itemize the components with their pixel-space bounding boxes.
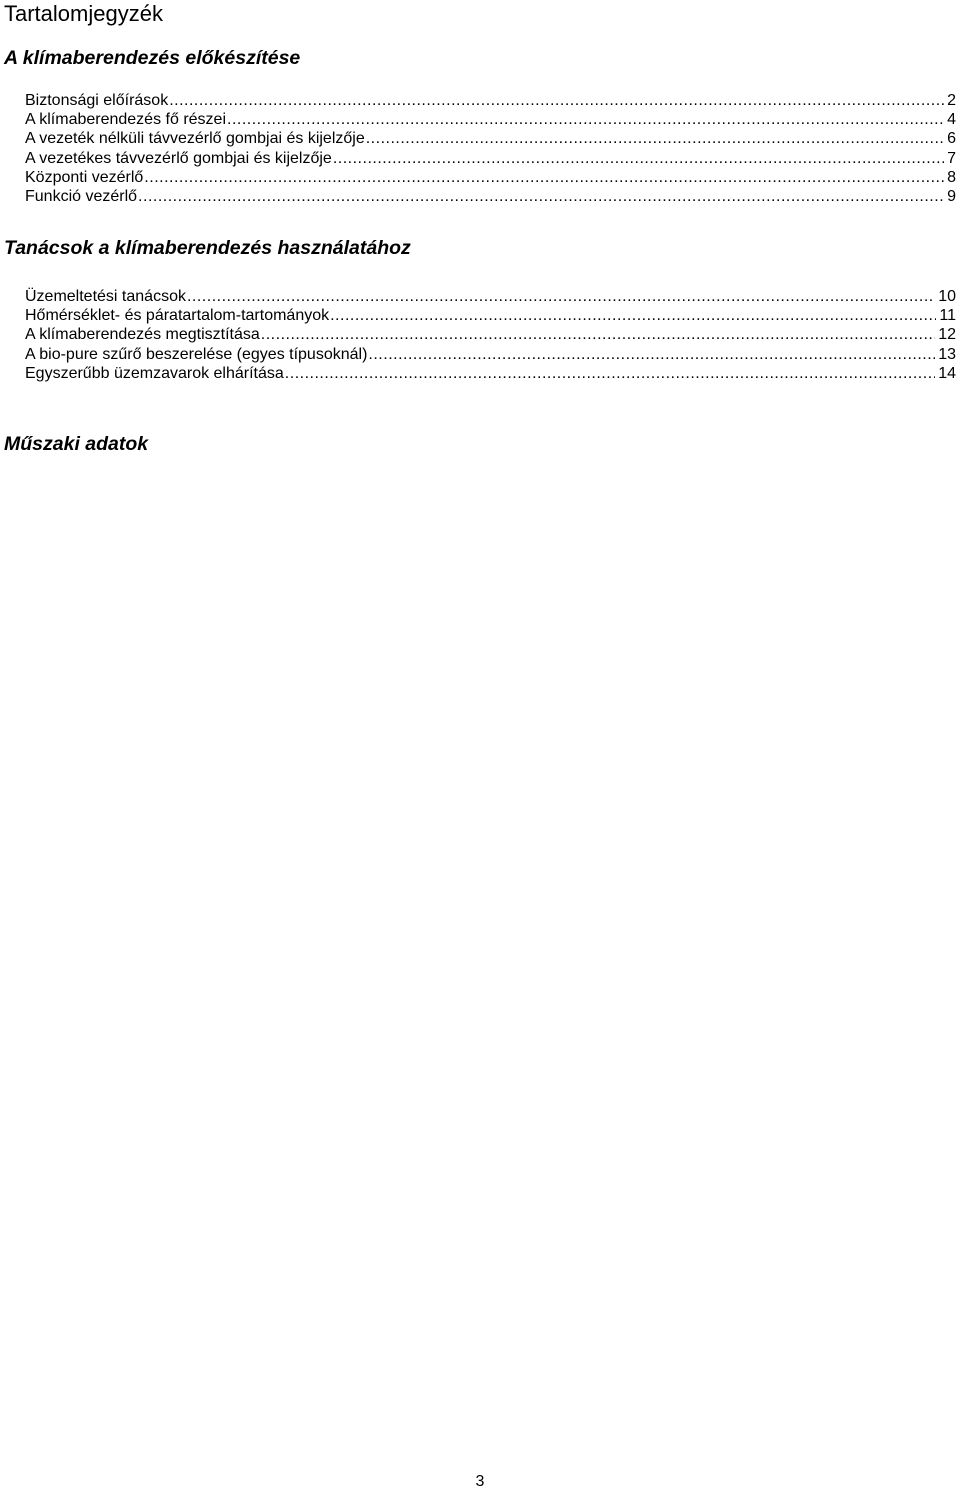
toc-entry-title: A klímaberendezés megtisztítása xyxy=(25,326,260,344)
dot-leader xyxy=(330,306,936,325)
toc-entry-title: A bio-pure szűrő beszerelése (egyes típusoknál) xyxy=(25,345,368,363)
dot-leader xyxy=(144,168,944,187)
dot-leader xyxy=(285,364,935,383)
dot-leader xyxy=(187,287,935,306)
toc-entry-title: A vezetékes távvezérlő gombjai és kijelzője xyxy=(25,149,332,167)
toc-entry-page: 7 xyxy=(947,149,956,167)
toc-entry-page: 8 xyxy=(947,168,956,186)
toc-entry-title: Üzemeltetési tanácsok xyxy=(25,288,186,305)
section-heading-preparation: A klímaberendezés előkészítése xyxy=(4,47,301,69)
dot-leader xyxy=(261,325,935,344)
toc-entry[interactable] xyxy=(25,149,956,168)
dot-leader xyxy=(227,110,944,129)
toc-entry[interactable] xyxy=(25,129,956,148)
toc-entry[interactable] xyxy=(25,168,956,187)
toc-title: Tartalomjegyzék xyxy=(4,1,163,26)
toc-entry-title: Egyszerűbb üzemzavarok elhárítása xyxy=(25,364,284,382)
toc-entry-page: 9 xyxy=(947,187,956,205)
toc-entry-page: 14 xyxy=(938,364,956,382)
dot-leader xyxy=(138,187,944,206)
toc-entry-page: 10 xyxy=(938,288,956,305)
dot-leader xyxy=(368,345,935,364)
toc-entry[interactable] xyxy=(25,345,956,364)
toc-entry-title: Központi vezérlő xyxy=(25,168,144,186)
toc-entry-page: 13 xyxy=(938,345,956,363)
toc-entry-title: Hőmérséklet- és páratartalom-tartományok xyxy=(25,307,330,325)
page-number: 3 xyxy=(475,1473,485,1490)
dot-leader xyxy=(333,149,944,168)
dot-leader xyxy=(169,91,944,110)
dot-leader xyxy=(366,129,944,148)
toc-list-usage-tips xyxy=(25,287,956,383)
toc-list-preparation xyxy=(25,91,956,206)
toc-entry[interactable] xyxy=(25,110,956,129)
toc-entry-title: A vezeték nélküli távvezérlő gombjai és kijelzője xyxy=(25,130,365,148)
toc-entry[interactable] xyxy=(25,287,956,306)
toc-entry-page: 11 xyxy=(939,307,956,325)
toc-entry-page: 4 xyxy=(947,111,956,129)
toc-entry-title: A klímaberendezés fő részei xyxy=(25,111,226,129)
toc-entry-title: Biztonsági előírások xyxy=(25,92,169,109)
toc-entry-title: Funkció vezérlő xyxy=(25,187,138,205)
toc-entry[interactable] xyxy=(25,306,956,325)
toc-entry[interactable] xyxy=(25,364,956,383)
toc-entry[interactable] xyxy=(25,325,956,344)
section-heading-technical-data: Műszaki adatok xyxy=(4,433,149,455)
toc-entry[interactable] xyxy=(25,91,956,110)
toc-entry-page: 12 xyxy=(938,326,956,344)
section-heading-usage-tips: Tanácsok a klímaberendezés használatához xyxy=(4,237,411,259)
toc-entry[interactable] xyxy=(25,187,956,206)
toc-entry-page: 2 xyxy=(947,92,956,109)
toc-entry-page: 6 xyxy=(947,130,956,148)
